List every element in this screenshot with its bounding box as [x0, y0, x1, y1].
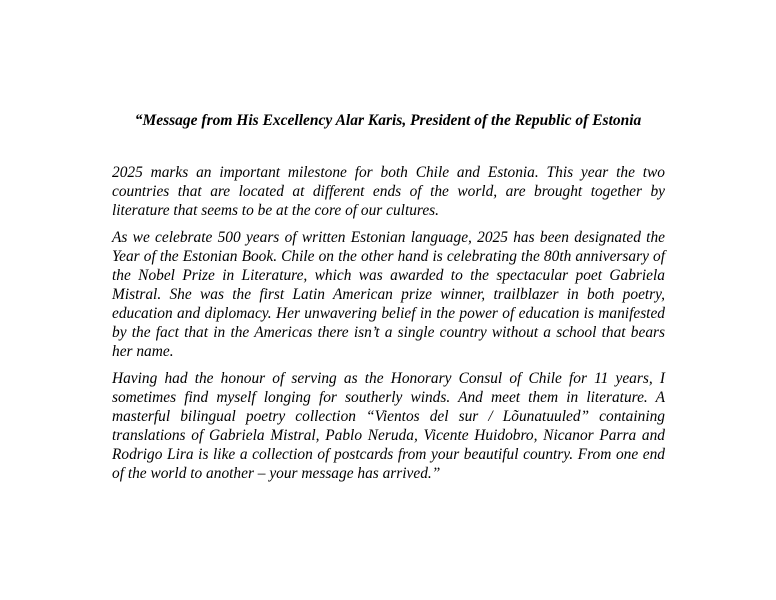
paragraph-milestone: 2025 marks an important milestone for both Chile and Estonia. This year the two countries that are located at different ends of the world, are brought together by literature that seems to be at the core of our cultures. — [112, 164, 665, 219]
paragraph-honorary-consul: Having had the honour of serving as the Honorary Consul of Chile for 11 years, I sometimes find myself longing for southerly winds. And meet them in literature. A masterful bilingual poetry collection “Vientos del sur / Lõunatuuled” containing translations of Gabriela Mistral, Pablo Neruda, Vicente Huidobro, Nicanor Parra and Rodrigo Lira is like a collection of postcards from your beautiful country. From one end of the world to another – your message has arrived.” — [112, 370, 665, 482]
message-title: “Message from His Excellency Alar Karis, President of the Republic of Estonia — [134, 112, 642, 129]
message-body — [112, 164, 665, 492]
paragraph-estonian-book: As we celebrate 500 years of written Estonian language, 2025 has been designated the Year of the Estonian Book. Chile on the other hand is celebrating the 80th anniversary of the Nobel Prize in Literature, which was awarded to the spectacular poet Gabriela Mistral. She was the first Latin American prize winner, trailblazer in both poetry, education and diplomacy. Her unwavering belief in the power of education is manifested by the fact that in the Americas there isn’t a single country without a school that bears her name. — [112, 229, 665, 360]
